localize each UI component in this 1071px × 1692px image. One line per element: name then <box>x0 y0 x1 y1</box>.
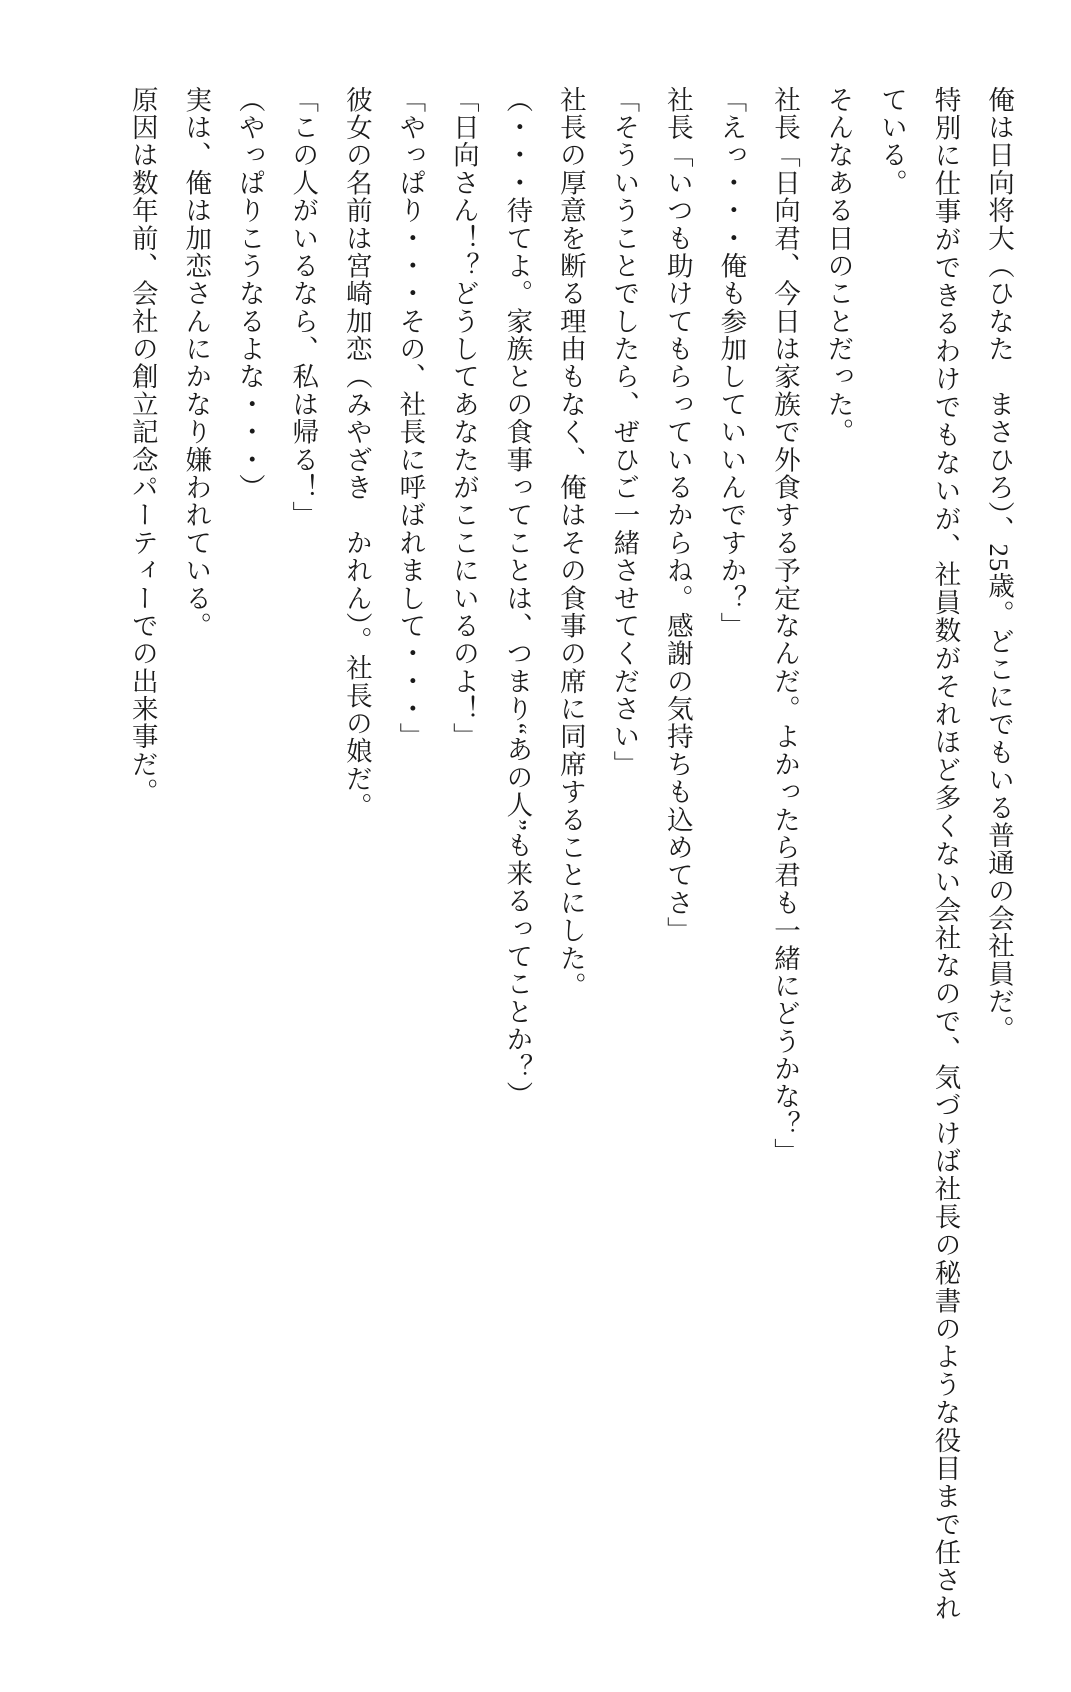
paragraph: 彼女の名前は宮崎加恋（みやざき かれん）。社長の娘だ。 <box>341 86 372 821</box>
paragraph: 実は、俺は加恋さんにかなり嫌われている。 <box>181 86 212 640</box>
paragraph: 「日向さん！？どうしてあなたがここにいるのよ！」 <box>448 86 479 751</box>
paragraph: そんなある日のことだった。 <box>823 86 854 447</box>
novel-body-text <box>40 86 1025 1622</box>
paragraph: （・・・待てよ。家族との食事ってことは、つまり“あの人”も来るってことか？） <box>502 86 533 1109</box>
paragraph: 「やっぱり・・・その、社長に呼ばれまして・・・」 <box>395 86 426 751</box>
paragraph: 「そういうことでしたら、ぜひご一緒させてください」 <box>609 86 640 779</box>
paragraph: 社長「日向君、今日は家族で外食する予定なんだ。よかったら君も一緒にどうかな？」 <box>769 86 800 1167</box>
paragraph: 社長の厚意を断る理由もなく、俺はその食事の席に同席することにした。 <box>555 86 586 1000</box>
paragraph: 特別に仕事ができるわけでもないが、社員数がそれほど多くない会社なので、気づけば社長の秘書のような役目まで任されている。 <box>876 86 961 1622</box>
paragraph: 原因は数年前、会社の創立記念パーティーでの出来事だ。 <box>127 86 158 807</box>
paragraph: 俺は日向将大（ひなた まさひろ）、25歳。どこにでもいる普通の会社員だ。 <box>984 86 1014 1044</box>
paragraph: 「えっ・・・俺も参加していいんですか？」 <box>716 86 747 640</box>
paragraph: （やっぱりこうなるよな・・・） <box>234 86 265 502</box>
paragraph: 社長「いつも助けてもらっているからね。感謝の気持ちも込めてさ」 <box>662 86 693 945</box>
paragraph: 「この人がいるなら、私は帰る！」 <box>288 86 319 530</box>
